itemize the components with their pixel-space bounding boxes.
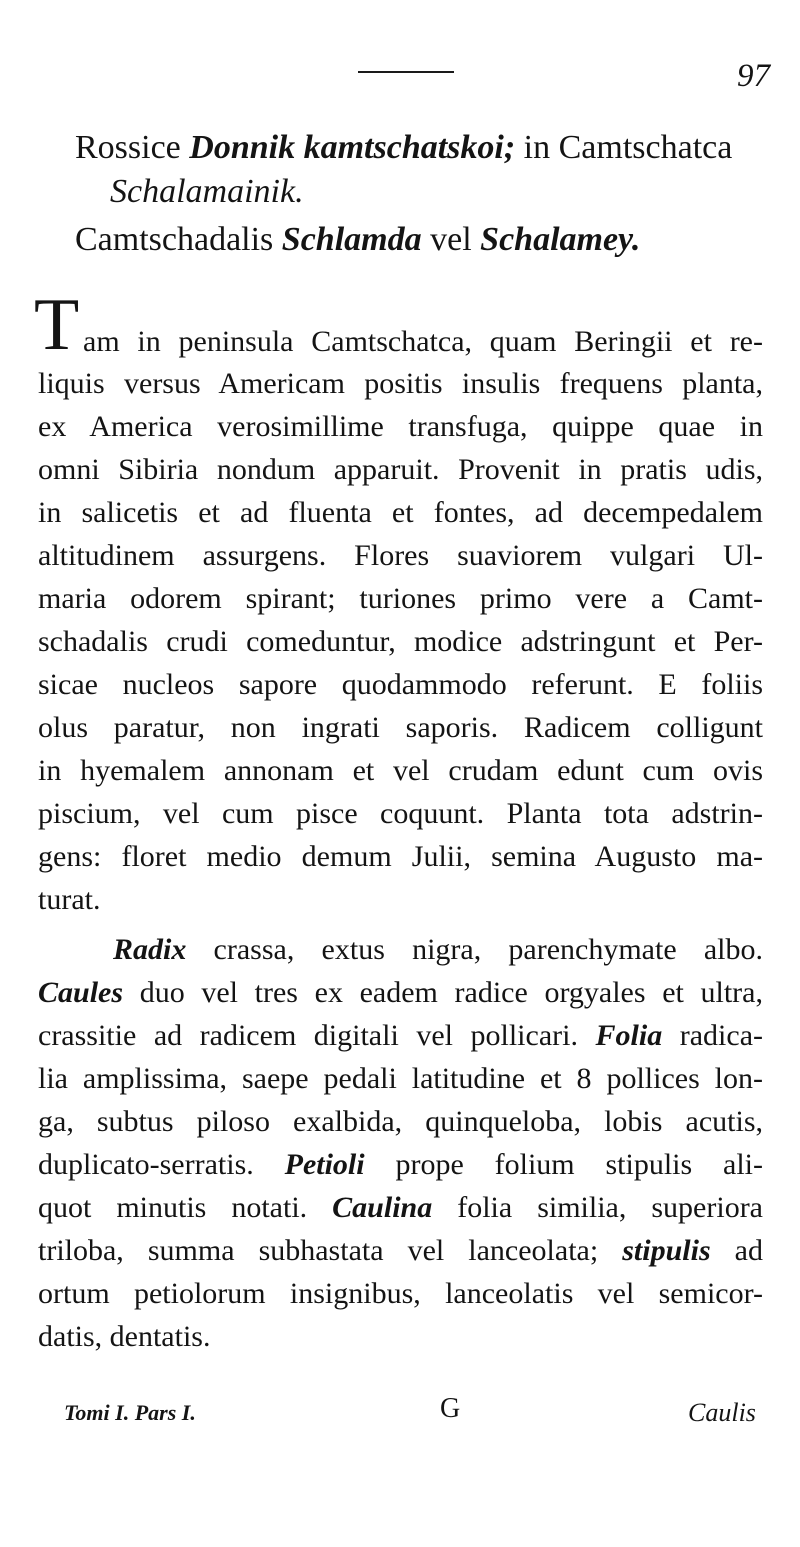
paragraph-1-line: altitudinem assurgens. Flores suaviorem vulgari Ul- [38,539,763,572]
term-stipulis: stipulis [622,1234,711,1267]
paragraph-2-line: datis, dentatis. [38,1320,211,1353]
term-folia: Folia [595,1019,663,1052]
text-run: crassitie ad radicem digitali vel pollicari. [38,1019,596,1052]
paragraph-1-line: in hyemalem annonam et vel crudam edunt cum ovis [38,754,763,787]
paragraph-2-line [113,930,763,970]
kamchatka-name: Schalamainik. [110,173,304,210]
text-run: duo vel tres ex eadem radice orgyales et ultra, [123,976,763,1009]
text-run: duplicato-serratis. [38,1148,285,1181]
camtschadalis-label: Camtschadalis [75,221,282,258]
text-run: triloba, summa subhastata vel lanceolata; [38,1234,623,1267]
paragraph-1-line: am in peninsula Camtschatca, quam Beringii et re- [83,325,763,358]
paragraph-1-line: in salicetis et ad fluenta et fontes, ad decempedalem [38,496,763,529]
russian-name: Donnik kamtschatskoi; [189,129,516,166]
names-line-1 [75,128,732,168]
paragraph-2-line: ga, subtus piloso exalbida, quinqueloba, lobis acutis, [38,1105,763,1138]
text-run: radica- [662,1019,763,1052]
drop-cap: T [34,284,80,366]
catchword: Caulis [688,1398,756,1427]
paragraph-2-line [38,973,763,1013]
paragraph-1-line: turat. [38,883,101,916]
term-radix: Radix [113,933,187,966]
paragraph-1-line: olus paratur, non ingrati saporis. Radicem colligunt [38,711,763,744]
text-run: crassa, extus nigra, parenchymate albo. [186,933,763,966]
header-rule [358,71,454,73]
names-line-3 [75,220,640,260]
signature-mark: G [440,1393,461,1424]
volume-line: Tomi I. Pars I. [64,1400,196,1425]
text-run: ad [710,1234,763,1267]
russian-label: Rossice [75,129,190,166]
term-caules: Caules [38,976,124,1009]
paragraph-1-line: maria odorem spirant; turiones primo vere a Camt- [38,582,763,615]
paragraph-1-line: ex America verosimillime transfuga, quippe quae in [38,410,763,443]
paragraph-1-line: piscium, vel cum pisce coquunt. Planta tota adstrin- [38,797,763,830]
camtschadal-name-1: Schlamda [281,221,422,258]
text-run: folia similia, superiora [432,1191,763,1224]
term-petioli: Petioli [284,1148,365,1181]
term-caulina: Caulina [332,1191,433,1224]
paragraph-2-line: lia amplissima, saepe pedali latitudine et 8 pollices lon- [38,1062,763,1095]
paragraph-2-line: ortum petiolorum insignibus, lanceolatis vel semicor- [38,1277,763,1310]
text-run: prope folium stipulis ali- [364,1148,764,1181]
paragraph-2-line [38,1231,763,1271]
paragraph-1-line: liquis versus Americam positis insulis frequens planta, [38,367,763,400]
paragraph-1-line: sicae nucleos sapore quodammodo referunt. E foliis [38,668,763,701]
vel-connector: vel [421,221,481,258]
paragraph-2-line [38,1016,763,1056]
paragraph-2-line [38,1145,763,1185]
text-run: quot minutis notati. [38,1191,333,1224]
paragraph-2-line [38,1188,763,1228]
paragraph-1-line: gens: floret medio demum Julii, semina Augusto ma- [38,840,763,873]
camtschadal-name-2: Schalamey. [480,221,641,258]
page-number: 97 [737,58,770,94]
camtschatca-label: in Camtschatca [515,129,733,166]
paragraph-1-line: omni Sibiria nondum apparuit. Provenit in pratis udis, [38,453,763,486]
paragraph-1-line: schadalis crudi comeduntur, modice adstringunt et Per- [38,625,763,658]
